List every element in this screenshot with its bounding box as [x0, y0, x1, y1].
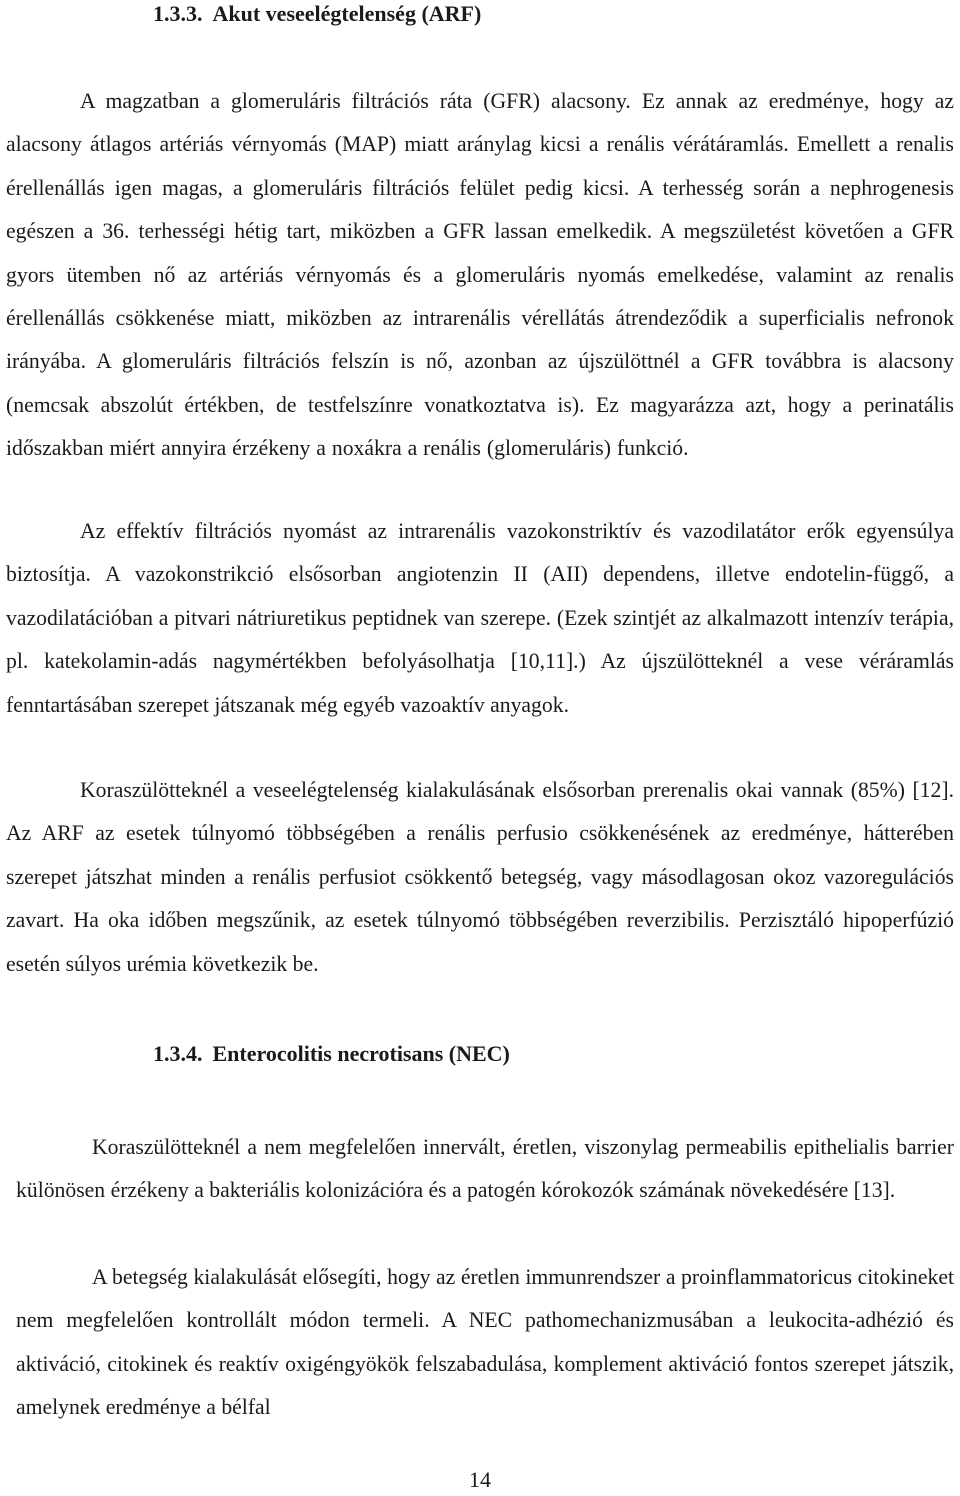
page-number: 14: [469, 1467, 491, 1492]
section-number: 1.3.3.: [153, 1, 203, 26]
section-heading-arf: [153, 0, 481, 28]
paragraph: A magzatban a glomeruláris filtrációs ráta (GFR) alacsony. Ez annak az eredménye, hogy az alacsony átlagos artériás vérnyomás (MAP) miatt aránylag kicsi a renális vérátáramlás. Emellett a renalis érellenállás igen magas, a glomeruláris filtrációs felület pedig kicsi. A terhesség során a nephrogenesis egészen a 36. terhességi hétig tart, miközben a GFR lassan emelkedik. A megszületést követően a GFR gyors ütemben nő az artériás vérnyomás és a glomeruláris nyomás emelkedése, valamint az renalis érellenállás csökkenése miatt, miközben az intrarenális vérellátás átrendeződik a superficialis nefronok irányába. A glomeruláris filtrációs felszín is nő, azonban az újszülöttnél a GFR továbbra is alacsony (nemcsak abszolút értékben, de testfelszínre vonatkoztatva is). Ez magyarázza azt, hogy a perinatális időszakban miért annyira érzékeny a noxákra a renális (glomeruláris) funkció.: [6, 89, 954, 461]
section-title: Enterocolitis necrotisans (NEC): [212, 1041, 510, 1066]
section-title: Akut veseelégtelenség (ARF): [212, 1, 482, 26]
paragraph: Koraszülötteknél a veseelégtelenség kialakulásának elsősorban prerenalis okai vannak (85%) [12]. Az ARF az esetek túlnyomó többségében a renális perfusio csökkenésének az eredménye, hátterében szerepet játszhat minden a renális perfusiot csökkentő betegség, vagy másodlagosan okoz vazoregulációs zavart. Ha oka időben megszűnik, az esetek túlnyomó többségében reverzibilis. Perzisztáló hipoperfúzió esetén súlyos urémia következik be.: [6, 778, 954, 976]
paragraph: Koraszülötteknél a nem megfelelően innervált, éretlen, viszonylag permeabilis epithelialis barrier különösen érzékeny a bakteriális kolonizációra és a patogén kórokozók számának növekedésére [13].: [16, 1135, 954, 1203]
section-number: 1.3.4.: [153, 1041, 203, 1066]
paragraph: Az effektív filtrációs nyomást az intrarenális vazokonstriktív és vazodilatátor erők egyensúlya biztosítja. A vazokonstrikció elsősorban angiotenzin II (AII) dependens, illetve endotelin-függő, a vazodilatációban a pitvari nátriuretikus peptidnek van szerepe. (Ezek szintjét az alkalmazott intenzív terápia, pl. katekolamin-adás nagymértékben befolyásolhatja [10,11].) Az újszülötteknél a vese véráramlás fenntartásában szerepet játszanak még egyéb vazoaktív anyagok.: [6, 519, 954, 717]
section-heading-nec: [153, 1040, 510, 1068]
paragraph: A betegség kialakulását elősegíti, hogy az éretlen immunrendszer a proinflammatoricus citokineket nem megfelelően kontrollált módon termeli. A NEC pathomechanizmusában a leukocita-adhézió és aktiváció, citokinek és reaktív oxigéngyökök felszabadulása, komplement aktiváció fontos szerepet játszik, amelynek eredménye a bélfal: [16, 1265, 954, 1420]
